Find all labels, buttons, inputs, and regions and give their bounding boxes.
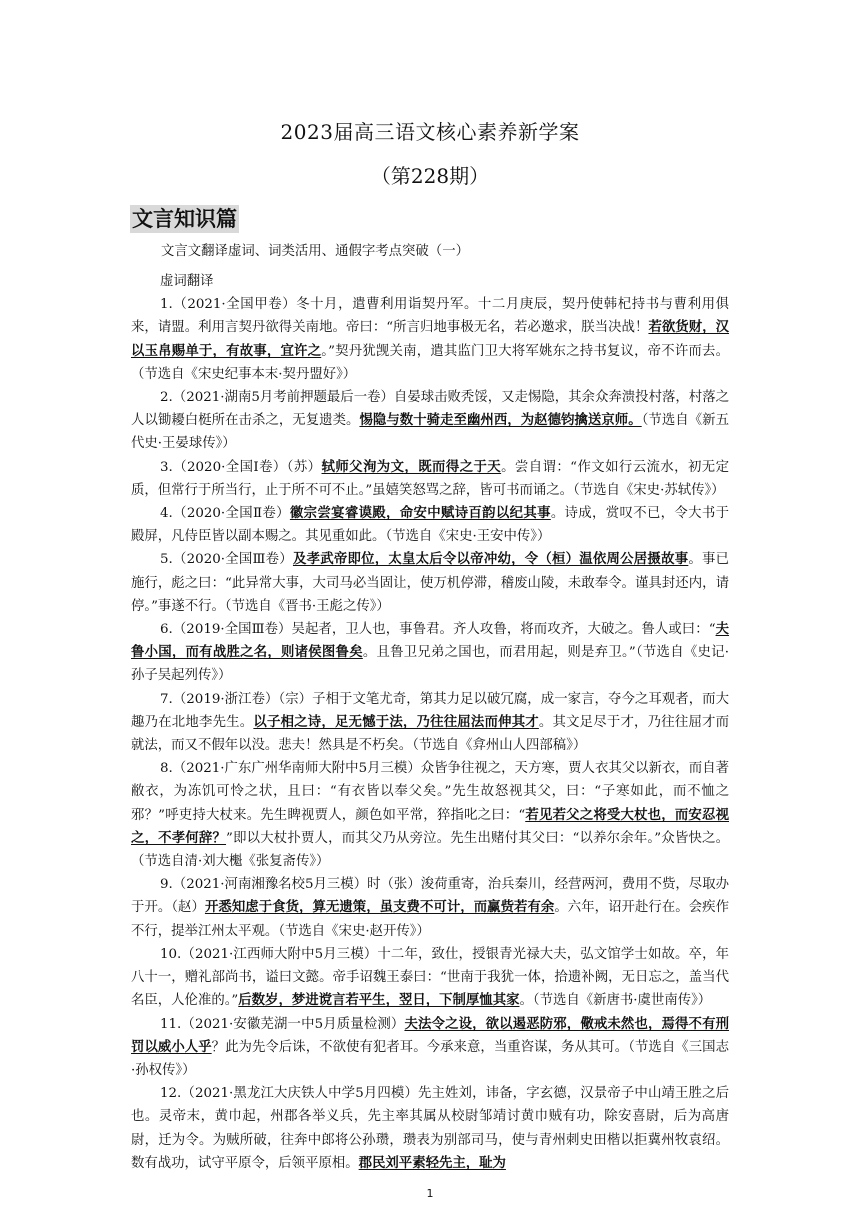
translation-sentence: 夫鲁小国，而有战胜之名，则诸侯图鲁矣	[131, 621, 730, 661]
question-3: 3.（2020·全国Ⅰ卷）（苏）轼师父洵为文，既而得之于天。尝自谓：“作文如行云流水，初无定质，但常行于所当行，止于所不可不止。”虽嬉笑怒骂之辞，皆可书而诵之。（节选自《宋史·苏轼传》）	[131, 458, 729, 498]
question-10: 10.（2021·江西师大附中5月三模）十二年，致仕，授银青光禄大夫，弘文馆学士如故。卒，年八十一，赠礼部尚书，谥曰文懿。帝手诏魏王泰曰：“世南于我犹一体，拾遗补阙，无日忘之，盖当代名臣，人伦准的。”后数岁，梦进谠言若平生，翌日，下制厚恤其家。（节选自《新唐书·虞世南传》）	[131, 946, 729, 1009]
translation-sentence: 及孝武帝即位，太皇太后令以帝冲幼，令（桓）温依周公居摄故事	[292, 551, 689, 568]
question-7: 7.（2019·浙江卷）（宗）子相于文笔尤奇，第其力足以破冗腐，成一家言，夺今之耳观者，而大趣乃在北地李先生。以子相之诗，足无憾于法，乃往往屈法而伸其才。其文足尽于才，乃往往屈才而就法，而又不假年以没。悲夫！然具是不朽矣。（节选自《弇州山人四部稿》）	[131, 691, 730, 754]
question-5: 5.（2020·全国Ⅲ卷）及孝武帝即位，太皇太后令以帝冲幼，令（桓）温依周公居摄故事。事已施行，彪之曰：“此异常大事，大司马必当固让，使万机停滞，稽废山陵，未敢奉令。谨具封还内，请停。”事遂不行。（节选自《晋书·王彪之传》）	[131, 551, 730, 614]
question-1: 1.（2021·全国甲卷）冬十月，遣曹利用诣契丹军。十二月庚辰，契丹使韩杞持书与曹利用俱来，请盟。利用言契丹欲得关南地。帝曰：“所言归地事极无名，若必邀求，朕当决战！若欲货财，汉以玉帛赐单于，有故事，宜许之。”契丹犹觊关南，遣其监门卫大将军姚东之持书复议，帝不许而去。（节选自《宋史纪事本末·契丹盟好》）	[131, 297, 730, 382]
translation-sentence: 夫法令之设，欲以遏恶防邪，儆戒未然也，焉得不有刑罚以威小人乎	[131, 1015, 730, 1055]
question-2: 2.（2021·湖南5月考前押题最后一卷）自晏球击败秃馁，又走惕隐，其余众奔溃投村落，村落之人以锄耰白梃所在击杀之，无复遗类。惕隐与数十骑走至幽州西，为赵德钧擒送京师。（节选自《新五代史·王晏球传》）	[131, 390, 730, 452]
translation-sentence: 开悉知虑于食货，算无遗策，虽支费不可计，而赢赀若有余	[204, 899, 555, 916]
question-12: 12.（2021·黑龙江大庆铁人中学5月四模）先主姓刘，讳备，字玄德，汉景帝子中山靖王胜之后也。灵帝末，黄巾起，州郡各举义兵，先主率其属从校尉邹靖讨黄巾贼有功，除安喜尉，后为高唐尉，迁为令。为贼所破，往奔中郎将公孙瓒，瓒表为别部司马，使与青州刺史田楷以拒冀州牧袁绍。数有战功，试守平原令，后领平原相。郡民刘平素轻先主，耻为	[131, 1086, 729, 1171]
question-9: 9.（2021·河南湘豫名校5月三模）时（张）浚荷重寄，治兵秦川，经营两河，费用不赀，尽取办于开。（赵）开悉知虑于食货，算无遗策，虽支费不可计，而赢赀若有余。六年，诏开赴行在。会疾作不行，提举江州太平观。（节选自《宋史·赵开传》）	[131, 877, 729, 939]
translation-sentence: 若见若父之将受大杖也，而安忍视之，不孝何辞？	[131, 806, 729, 846]
translation-sentence: 后数岁，梦进谠言若平生，翌日，下制厚恤其家	[238, 992, 520, 1009]
section-heading: 文言知识篇	[132, 207, 237, 231]
question-8: 8.（2021·广东广州华南师大附中5月三模）众皆争往视之，天方寒，贾人衣其父以新衣，而自著敝衣，为冻饥可怜之状，且曰：“有衣皆以奉父矣。”先生故怒视其父，曰：“子寒如此，而不恤之邪？”呼吏持大杖来。先生睥视贾人，颜色如平常，猝指叱之曰：“若见若父之将受大杖也，而安忍视之，不孝何辞？”即以大杖扑贾人，而其父乃从旁泣。先生出赌付其父曰：“以养尔余年。”众皆快之。（节选自清·刘大櫆《张复斋传》）	[131, 761, 730, 870]
subsection-label: 虚词翻译	[160, 274, 214, 289]
translation-sentence: 郡民刘平素轻先主，耻为	[358, 1154, 506, 1171]
translation-sentence: 徽宗尝宴睿谟殿，命安中赋诗百韵以纪其事	[289, 505, 551, 522]
section-subtitle: 文言文翻译虚词、词类活用、通假字考点突破（一）	[161, 244, 469, 259]
translation-sentence: 惕隐与数十骑走至幽州西，为赵德钧擒送京师。	[359, 412, 642, 429]
translation-sentence: 若欲货财，汉以玉帛赐单于，有故事，宜许之	[131, 319, 730, 359]
page-number: 1	[426, 1187, 434, 1200]
question-11: 11.（2021·安徽芜湖一中5月质量检测）夫法令之设，欲以遏恶防邪，儆戒未然也，焉得不有刑罚以威小人乎？此为先令后诛，不欲使有犯者耳。今承来意，当重咨谋，务从其可。（节选自《三国志·孙权传》）	[131, 1015, 730, 1078]
document-body	[131, 270, 729, 1175]
question-4: 4.（2020·全国Ⅱ卷）徽宗尝宴睿谟殿，命安中赋诗百韵以纪其事。诗成，赏叹不已，令大书于殿屏，凡侍臣皆以副本赐之。其见重如此。（节选自《宋史·王安中传》）	[131, 505, 730, 545]
document-title: 2023届高三语文核心素养新学案	[280, 120, 580, 144]
issue-number: （第228期）	[370, 164, 490, 188]
question-6: 6.（2019·全国Ⅲ卷）吴起者，卫人也，事鲁君。齐人攻鲁，将而攻齐，大破之。鲁人或曰：“夫鲁小国，而有战胜之名，则诸侯图鲁矣。且鲁卫兄弟之国也，而君用起，则是弃卫。”（节选自《史记·孙子吴起列传》）	[131, 621, 730, 684]
translation-sentence: 以子相之诗，足无憾于法，乃往往屈法而伸其才	[253, 713, 539, 730]
translation-sentence: 轼师父洵为文，既而得之于天	[321, 458, 502, 475]
